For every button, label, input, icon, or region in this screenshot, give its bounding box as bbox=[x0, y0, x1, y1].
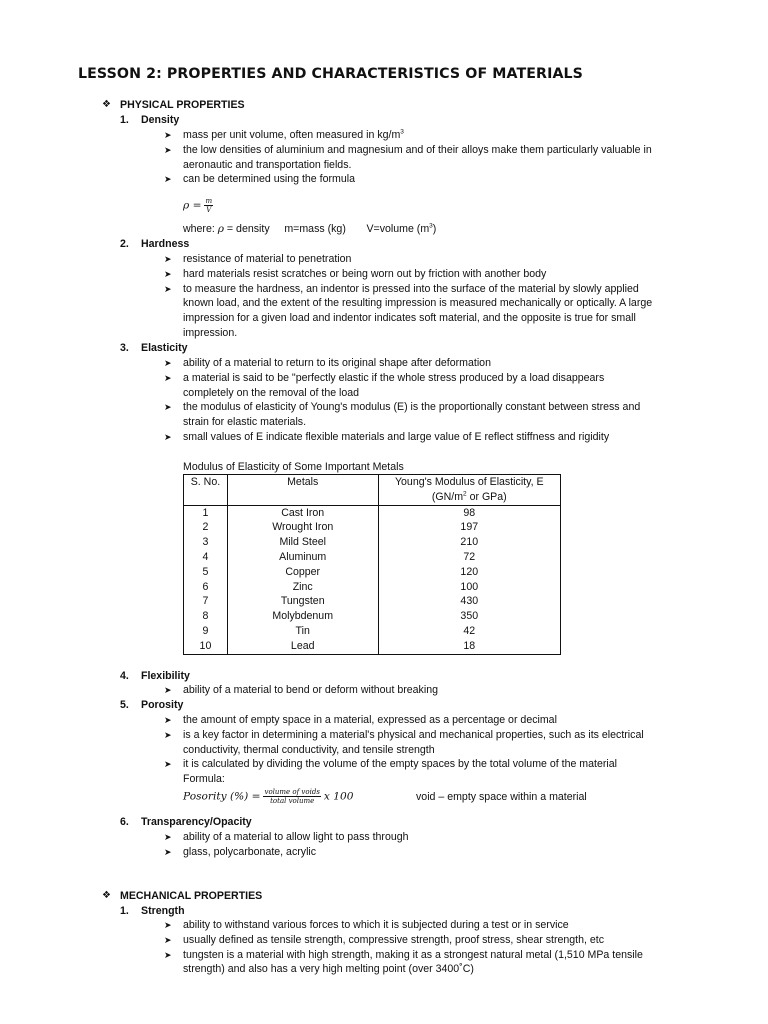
heading-elasticity bbox=[120, 341, 188, 356]
arrow-bullet-icon: ➤ bbox=[164, 144, 172, 155]
cell-modulus: 98 bbox=[378, 505, 560, 520]
table-row bbox=[184, 594, 561, 609]
list-item: ➤ it is calculated by dividing the volume of the empty spaces by the total volume of the material Formula: bbox=[164, 758, 617, 786]
heading-strength bbox=[120, 904, 185, 919]
column-header-sno: S. No. bbox=[184, 475, 228, 506]
arrow-bullet-icon: ➤ bbox=[164, 254, 172, 264]
arrow-bullet-icon: ➤ bbox=[164, 846, 172, 857]
column-header-modulus: Young's Modulus of Elasticity, E ($GN/m^2$ or GPa) bbox=[378, 475, 560, 506]
cell-metal: Tungsten bbox=[227, 594, 378, 609]
list-item: ➤ tungsten is a material with high strength, making it as a strongest natural metal (1,510 MPa tensile strength) and also has a very high melting point (over 3400˚C) bbox=[164, 948, 643, 976]
arrow-bullet-icon: ➤ bbox=[164, 283, 172, 294]
arrow-bullet-icon: ➤ bbox=[164, 685, 172, 695]
table-row bbox=[184, 505, 561, 520]
item-title: Hardness bbox=[141, 238, 190, 250]
cell-metal: Aluminum bbox=[227, 550, 378, 565]
cell-modulus: 18 bbox=[378, 639, 560, 654]
item-number: 3. bbox=[120, 342, 129, 354]
heading-hardness bbox=[120, 237, 189, 252]
arrow-bullet-icon: ➤ bbox=[164, 372, 172, 383]
cell-metal: Copper bbox=[227, 565, 378, 580]
arrow-bullet-icon: ➤ bbox=[164, 402, 172, 413]
table-row bbox=[184, 550, 561, 565]
arrow-bullet-icon: ➤ bbox=[164, 174, 172, 185]
page-title: LESSON 2: PROPERTIES AND CHARACTERISTICS OF MATERIALS bbox=[78, 66, 583, 82]
item-title: Flexibility bbox=[141, 670, 190, 682]
arrow-bullet-icon: ➤ bbox=[164, 949, 172, 960]
table-header-row bbox=[184, 475, 561, 506]
arrow-bullet-icon: ➤ bbox=[164, 268, 172, 279]
diamond-bullet-icon: ❖ bbox=[102, 99, 111, 110]
item-number: 2. bbox=[120, 238, 129, 250]
heading-porosity bbox=[120, 698, 183, 713]
list-item: ➤ glass, polycarbonate, acrylic bbox=[164, 845, 317, 858]
porosity-formula: Posority (%) = $\frac{\text{volume of voids}}{\text{total volume}}$ x 100 bbox=[183, 788, 354, 805]
list-item: ➤ resistance of material to penetration bbox=[164, 253, 352, 265]
cell-modulus: 197 bbox=[378, 520, 560, 535]
table-body bbox=[184, 505, 561, 654]
cell-metal: Cast Iron bbox=[227, 505, 378, 520]
density-bullets bbox=[164, 128, 704, 187]
list-item: ➤ a material is said to be "perfectly elastic if the whole stress produced by a load disappears completely on the removal of the load bbox=[164, 371, 605, 399]
section-heading: MECHANICAL PROPERTIES bbox=[120, 890, 263, 902]
strength-bullets bbox=[164, 918, 704, 977]
diamond-bullet-icon: ❖ bbox=[102, 890, 111, 901]
modulus-table bbox=[183, 474, 561, 655]
list-item: ➤ small values of E indicate flexible materials and large value of E reflect stiffness and rigidity bbox=[164, 430, 610, 443]
item-title: Porosity bbox=[141, 699, 184, 711]
flexibility-bullets bbox=[164, 683, 704, 698]
transparency-bullets bbox=[164, 830, 704, 860]
heading-density bbox=[120, 113, 179, 128]
item-number: 1. bbox=[120, 114, 129, 126]
porosity-bullets bbox=[164, 713, 704, 787]
arrow-bullet-icon: ➤ bbox=[164, 934, 172, 945]
arrow-bullet-icon: ➤ bbox=[164, 358, 172, 368]
heading-transparency bbox=[120, 815, 252, 830]
cell-modulus: 72 bbox=[378, 550, 560, 565]
cell-modulus: 120 bbox=[378, 565, 560, 580]
table-row bbox=[184, 520, 561, 535]
arrow-bullet-icon: ➤ bbox=[164, 729, 172, 740]
cell-sno: 4 bbox=[184, 550, 228, 565]
table-row bbox=[184, 580, 561, 595]
list-item: ➤ ability of a material to allow light to pass through bbox=[164, 831, 409, 843]
porosity-note: void – empty space within a material bbox=[416, 791, 587, 803]
table-row bbox=[184, 535, 561, 550]
cell-sno: 2 bbox=[184, 520, 228, 535]
item-number: 1. bbox=[120, 905, 129, 917]
density-where-line: where: ρ = density m=mass (kg) V=volume $(m^3)$ bbox=[183, 222, 437, 235]
arrow-bullet-icon: ➤ bbox=[164, 130, 172, 140]
item-title: Strength bbox=[141, 905, 185, 917]
table-row bbox=[184, 565, 561, 580]
table-row bbox=[184, 639, 561, 654]
item-number: 6. bbox=[120, 816, 129, 828]
cell-sno: 10 bbox=[184, 639, 228, 654]
hardness-bullets bbox=[164, 252, 704, 341]
item-number: 5. bbox=[120, 699, 129, 711]
arrow-bullet-icon: ➤ bbox=[164, 832, 172, 842]
list-item: ➤ ability to withstand various forces to which it is subjected during a test or in service bbox=[164, 919, 569, 931]
list-item: ➤ hard materials resist scratches or being worn out by friction with another body bbox=[164, 267, 547, 280]
cell-sno: 7 bbox=[184, 594, 228, 609]
cell-metal: Lead bbox=[227, 639, 378, 654]
cell-metal: Tin bbox=[227, 624, 378, 639]
cell-modulus: 100 bbox=[378, 580, 560, 595]
cell-sno: 8 bbox=[184, 609, 228, 624]
list-item: ➤ can be determined using the formula bbox=[164, 173, 355, 186]
cell-modulus: 210 bbox=[378, 535, 560, 550]
arrow-bullet-icon: ➤ bbox=[164, 920, 172, 930]
item-title: Elasticity bbox=[141, 342, 188, 354]
section-physical-properties bbox=[102, 98, 245, 113]
table-caption: Modulus of Elasticity of Some Important Metals bbox=[183, 461, 404, 473]
arrow-bullet-icon: ➤ bbox=[164, 759, 172, 770]
heading-flexibility bbox=[120, 669, 190, 684]
item-number: 4. bbox=[120, 670, 129, 682]
cell-sno: 1 bbox=[184, 505, 228, 520]
elasticity-bullets bbox=[164, 356, 704, 445]
list-item: ➤ usually defined as tensile strength, compressive strength, proof stress, shear strength, etc bbox=[164, 933, 605, 946]
list-item: ➤ mass per unit volume, often measured in $kg/m^3$ bbox=[164, 128, 404, 141]
arrow-bullet-icon: ➤ bbox=[164, 431, 172, 442]
cell-metal: Zinc bbox=[227, 580, 378, 595]
list-item: ➤ the amount of empty space in a material, expressed as a percentage or decimal bbox=[164, 714, 557, 726]
cell-metal: Wrought Iron bbox=[227, 520, 378, 535]
list-item: ➤ the low densities of aluminium and magnesium and of their alloys make them particularly valuable in aeronautic and transportation fields. bbox=[164, 143, 652, 171]
arrow-bullet-icon: ➤ bbox=[164, 715, 172, 725]
list-item: ➤ the modulus of elasticity of Young's modulus (E) is the proportionally constant between stress and strain for elastic materials. bbox=[164, 401, 641, 429]
list-item: ➤ to measure the hardness, an indentor is pressed into the surface of the material by slowly applied known load, and the extent of the resulting impression is measured mechanically or optically. A large impression for a given load and indentor indicates soft material, and the opposite is true for small impression. bbox=[164, 282, 653, 339]
cell-sno: 6 bbox=[184, 580, 228, 595]
table-row bbox=[184, 624, 561, 639]
section-mechanical-properties bbox=[102, 889, 262, 904]
item-title: Density bbox=[141, 114, 180, 126]
cell-sno: 3 bbox=[184, 535, 228, 550]
item-title: Transparency/Opacity bbox=[141, 816, 252, 828]
cell-sno: 5 bbox=[184, 565, 228, 580]
cell-modulus: 430 bbox=[378, 594, 560, 609]
cell-metal: Molybdenum bbox=[227, 609, 378, 624]
list-item: ➤ is a key factor in determining a material's physical and mechanical properties, such as its electrical conductivity, thermal conductivity, and tensile strength bbox=[164, 728, 644, 756]
density-formula: ρ = $\frac{m}{V}$ bbox=[183, 197, 213, 214]
list-item: ➤ ability of a material to bend or deform without breaking bbox=[164, 684, 438, 696]
cell-modulus: 350 bbox=[378, 609, 560, 624]
cell-modulus: 42 bbox=[378, 624, 560, 639]
list-item: ➤ ability of a material to return to its original shape after deformation bbox=[164, 357, 491, 369]
cell-metal: Mild Steel bbox=[227, 535, 378, 550]
column-header-metals: Metals bbox=[227, 475, 378, 506]
section-heading: PHYSICAL PROPERTIES bbox=[120, 99, 245, 111]
cell-sno: 9 bbox=[184, 624, 228, 639]
table-row bbox=[184, 609, 561, 624]
